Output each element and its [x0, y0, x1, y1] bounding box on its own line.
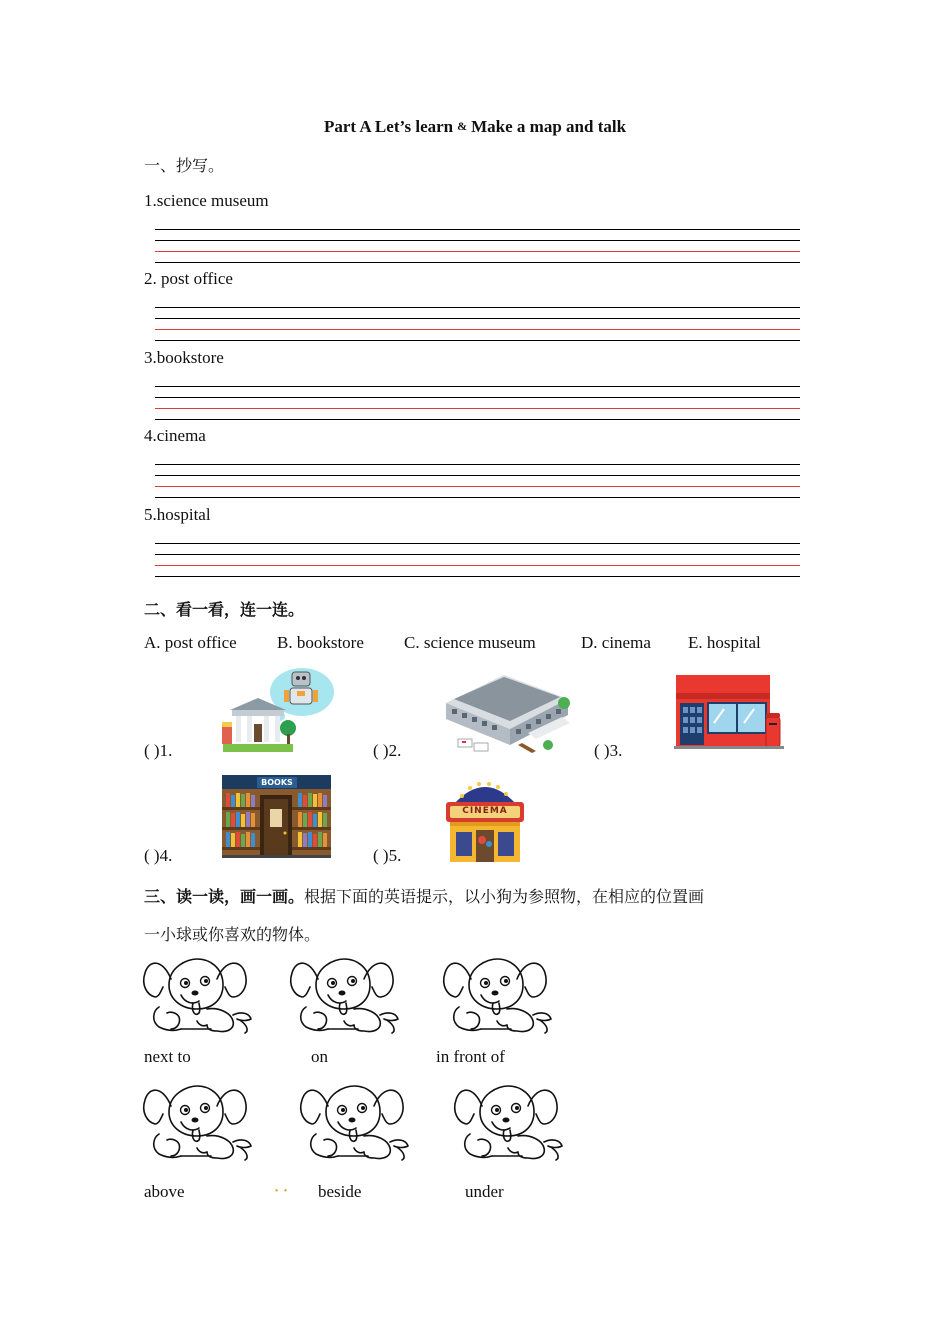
label-in-front-of: in front of [436, 1047, 505, 1066]
bookstore-picture [222, 775, 331, 858]
copy-item-3: 3.bookstore [144, 348, 224, 367]
title-rest: Make a map and talk [471, 117, 627, 136]
option-c: C. science museum [404, 633, 536, 652]
answer-blank-5[interactable]: ( )5. [373, 846, 402, 865]
dog-drawing-on[interactable] [288, 951, 404, 1043]
answer-blank-3[interactable]: ( )3. [594, 741, 623, 760]
option-e: E. hospital [688, 633, 761, 652]
dog-drawing-above[interactable] [141, 1078, 257, 1170]
label-next-to: next to [144, 1047, 191, 1066]
section2-heading: 二、看一看，连一连。 [144, 600, 305, 619]
options-row [144, 633, 761, 653]
title-part: Part A Let’s learn [323, 117, 454, 136]
label-on: on [311, 1047, 328, 1066]
section3-instructions [144, 878, 814, 954]
hospital-picture [444, 663, 574, 755]
writing-lines-1[interactable] [155, 229, 800, 263]
section3-line1: 根据下面的英语提示，以小狗为参照物，在相应的位置画 [304, 887, 705, 906]
copy-item-4: 4.cinema [144, 426, 206, 445]
dog-drawing-in-front-of[interactable] [441, 951, 557, 1043]
dog-drawing-under[interactable] [452, 1078, 568, 1170]
marker-dots-icon: ·· [274, 1183, 293, 1199]
dog-drawing-beside[interactable] [298, 1078, 414, 1170]
section3-line2: 一小球或你喜欢的物体。 [144, 925, 321, 944]
writing-lines-2[interactable] [155, 307, 800, 341]
books-sign: BOOKS [257, 777, 297, 788]
label-under: under [465, 1182, 504, 1201]
answer-blank-4[interactable]: ( )4. [144, 846, 173, 865]
worksheet-title [0, 117, 950, 137]
copy-item-2: 2. post office [144, 269, 233, 288]
section3-heading: 三、读一读，画一画。 [144, 887, 305, 906]
section1-heading: 一、抄写。 [144, 156, 225, 175]
answer-blank-1[interactable]: ( )1. [144, 741, 173, 760]
title-ampersand: & [457, 119, 468, 133]
writing-lines-3[interactable] [155, 386, 800, 420]
copy-item-5: 5.hospital [144, 505, 211, 524]
option-d: D. cinema [581, 633, 651, 652]
writing-lines-5[interactable] [155, 543, 800, 577]
option-a: A. post office [144, 633, 237, 652]
writing-lines-4[interactable] [155, 464, 800, 498]
option-b: B. bookstore [277, 633, 364, 652]
science-museum-picture [218, 666, 336, 752]
label-beside: beside [318, 1182, 362, 1201]
cinema-picture [444, 774, 526, 862]
post-office-picture [674, 673, 784, 749]
label-above: above [144, 1182, 185, 1201]
dog-drawing-next-to[interactable] [141, 951, 257, 1043]
cinema-sign: CINEMA [462, 806, 508, 816]
bookshelves-icon [222, 789, 331, 858]
copy-item-1: 1.science museum [144, 191, 269, 210]
answer-blank-2[interactable]: ( )2. [373, 741, 402, 760]
